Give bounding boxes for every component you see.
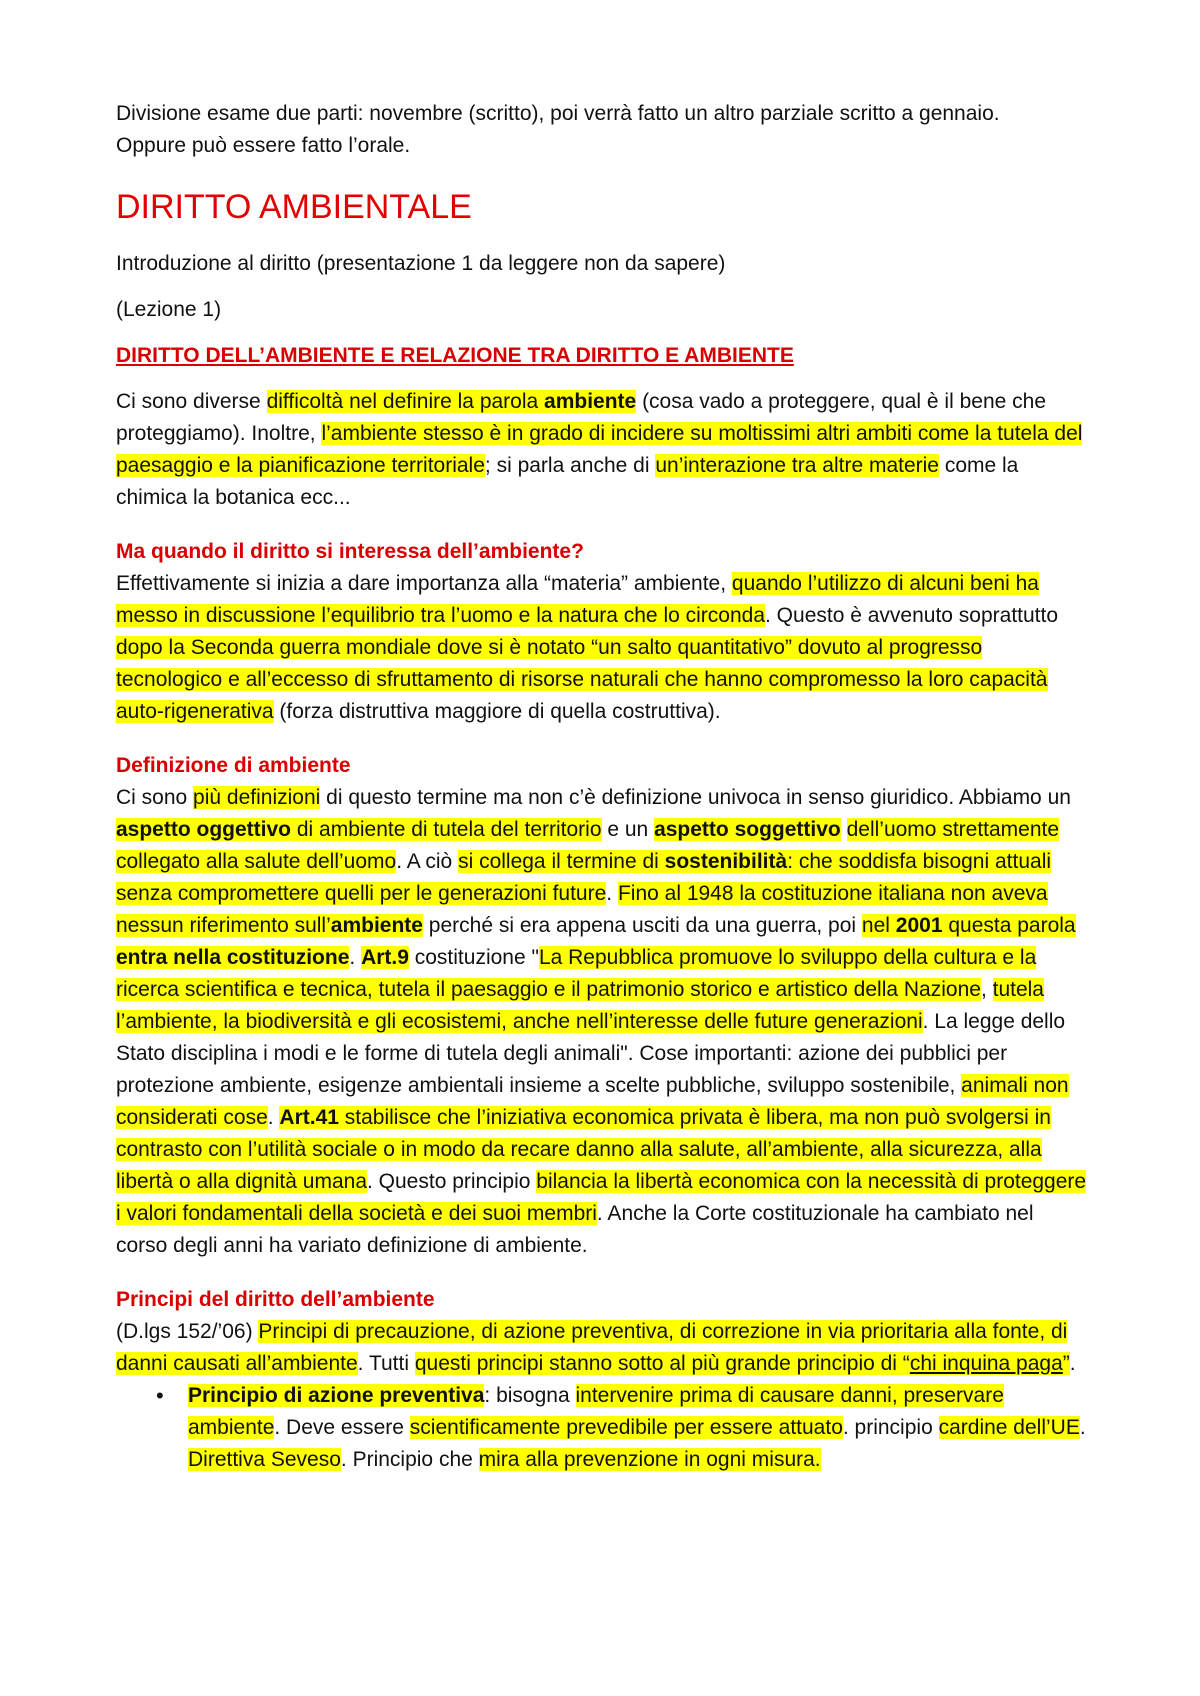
intro-paragraph [116,98,1090,162]
section1-paragraph: Ci sono diverse difficoltà nel definire la parola ambiente (cosa vado a proteggere, qual è il bene che proteggiamo). Inoltre, l’ambiente stesso è in grado di incidere su moltissimi altri ambiti come la tutela del paesaggio e la pianificazione territoriale; si parla anche di un’interazione tra altre materie come la chimica la botanica ecc... [116,390,1083,509]
highlight: Fino al 1948 la costituzione italiana non aveva nessun riferimento sull’ambiente [116,882,1048,937]
highlight: aspetto soggettivo [654,818,841,841]
section4-paragraph: (D.lgs 152/’06) Principi di precauzione, di azione preventiva, di correzione in via prioritaria alla fonte, di danni causati all’ambiente. Tutti questi principi stanno sotto al più grande principio di “chi inquina paga”. [116,1320,1076,1375]
section3-paragraph: Ci sono più definizioni di questo termine ma non c’è definizione univoca in senso giuridico. Abbiamo un aspetto oggettivo di ambiente di tutela del territorio e un aspetto soggettivo dell’uomo strettamente collegato alla salute dell’uomo. A ciò si collega il termine di sostenibilità: che soddisfa bisogni attuali senza compromettere quelli per le generazioni future. Fino al 1948 la costituzione italiana non aveva nessun riferimento sull’ambiente perché si era appena usciti da una guerra, poi nel 2001 questa parola entra nella costituzione. Art.9 costituzione "La Repubblica promuove lo sviluppo della cultura e la ricerca scientifica e tecnica, tutela il paesaggio e il patrimonio storico e artistico della Nazione, tutela l’ambiente, la biodiversità e gli ecosistemi, anche nell’interesse delle future generazioni. La legge dello Stato disciplina i modi e le forme di tutela degli animali". Cose importanti: azione dei pubblici per protezione ambiente, esigenze ambientali insieme a scelte pubbliche, sviluppo sostenibile, animali non considerati cose. Art.41 stabilisce che l’iniziativa economica privata è libera, ma non può svolgersi in contrasto con l’utilità sociale o in modo da recare danno alla salute, all’ambiente, alla sicurezza, alla libertà o alla dignità umana. Questo principio bilancia la libertà economica con la necessità di proteggere i valori fondamentali della società e dei suoi membri. Anche la Corte costituzionale ha cambiato nel corso degli anni ha variato definizione di ambiente. [116,786,1087,1257]
highlight: mira alla prevenzione in ogni misura. [478,1448,821,1471]
highlight: difficoltà nel definire la parola ambiente [266,390,637,413]
intro-diritto-line: Introduzione al diritto (presentazione 1 da leggere non da sapere) [116,252,726,275]
highlight: Art.9 [361,946,409,969]
section-heading-definizione: Definizione di ambiente [116,754,351,777]
highlight: Principi di precauzione, di azione preventiva, di correzione in via prioritaria alla fonte, di danni causati all’ambiente [116,1320,1068,1375]
highlight: dell’uomo strettamente collegato alla salute dell’uomo [116,818,1060,873]
highlight: si collega il termine di sostenibilità: che soddisfa bisogni attuali senza compromettere quelli per le generazioni future [116,850,1052,905]
section-heading-principi: Principi del diritto dell’ambiente [116,1288,435,1311]
highlight: tutela l’ambiente, la biodiversità e gli ecosistemi, anche nell’interesse delle future generazioni [116,978,1044,1033]
section2-paragraph: Effettivamente si inizia a dare importanza alla “materia” ambiente, quando l’utilizzo di alcuni beni ha messo in discussione l’equilibrio tra l’uomo e la natura che lo circonda. Questo è avvenuto soprattutto dopo la Seconda guerra mondiale dove si è notato “un salto quantitativo” dovuto al progresso tecnologico e all’eccesso di sfruttamento di risorse naturali che hanno compromesso la loro capacità auto-rigenerativa (forza distruttiva maggiore di quella costruttiva). [116,572,1059,723]
highlight: dopo la Seconda guerra mondiale dove si è notato “un salto quantitativo” dovuto al progresso tecnologico e all’eccesso di sfruttamento di risorse naturali che hanno compromesso la loro capacità auto-rigenerativa [116,636,1048,723]
list-item: • Principio di azione preventiva: bisogna intervenire prima di causare danni, preservare ambiente. Deve essere scientificamente prevedibile per essere attuato. principio cardine dell’UE. Direttiva Seveso. Principio che mira alla prevenzione in ogni misura. [116,1380,1090,1476]
highlight: l’ambiente stesso è in grado di incidere su moltissimi altri ambiti come la tutela del paesaggio e la pianificazione territoriale [116,422,1083,477]
intro-line-2: Oppure può essere fatto l’orale. [116,134,411,157]
lezione-label: (Lezione 1) [116,298,222,321]
highlight: cardine dell’UE [938,1416,1080,1439]
highlight: intervenire prima di causare danni, preservare ambiente [188,1384,1004,1439]
highlight: quando l’utilizzo di alcuni beni ha messo in discussione l’equilibrio tra l’uomo e la natura che lo circonda [116,572,1039,627]
document-title: DIRITTO AMBIENTALE [116,188,472,226]
section-heading-diritto-ambiente: DIRITTO DELL’AMBIENTE E RELAZIONE TRA DIRITTO E AMBIENTE [116,344,794,367]
highlight: più definizioni [193,786,321,809]
highlight: un’interazione tra altre materie [655,454,939,477]
intro-line-1: Divisione esame due parti: novembre (scritto), poi verrà fatto un altro parziale scritto a gennaio. [116,102,1000,125]
highlight: scientificamente prevedibile per essere attuato [409,1416,843,1439]
highlight: questi principi stanno sotto al più grande principio di “chi inquina paga” [414,1352,1070,1375]
principles-list [116,1380,1090,1476]
section-heading-quando: Ma quando il diritto si interessa dell’ambiente? [116,540,584,563]
highlight: animali non considerati cose [116,1074,1069,1129]
highlight: aspetto oggettivo di ambiente di tutela del territorio [116,818,602,841]
highlight: nel 2001 questa parola entra nella costituzione [116,914,1076,969]
highlight: bilancia la libertà economica con la necessità di proteggere i valori fondamentali della società e dei suoi membri [116,1170,1087,1225]
highlight: La Repubblica promuove lo sviluppo della cultura e la ricerca scientifica e tecnica, tutela il paesaggio e il patrimonio storico e artistico della Nazione [116,946,1037,1001]
highlight: Direttiva Seveso [188,1448,341,1471]
highlight: Art.41 stabilisce che l’iniziativa economica privata è libera, ma non può svolgersi in contrasto con l’utilità sociale o in modo da recare danno alla salute, all’ambiente, alla sicurezza, alla libertà o alla dignità umana [116,1106,1051,1193]
highlight: Principio di azione preventiva [188,1384,485,1407]
